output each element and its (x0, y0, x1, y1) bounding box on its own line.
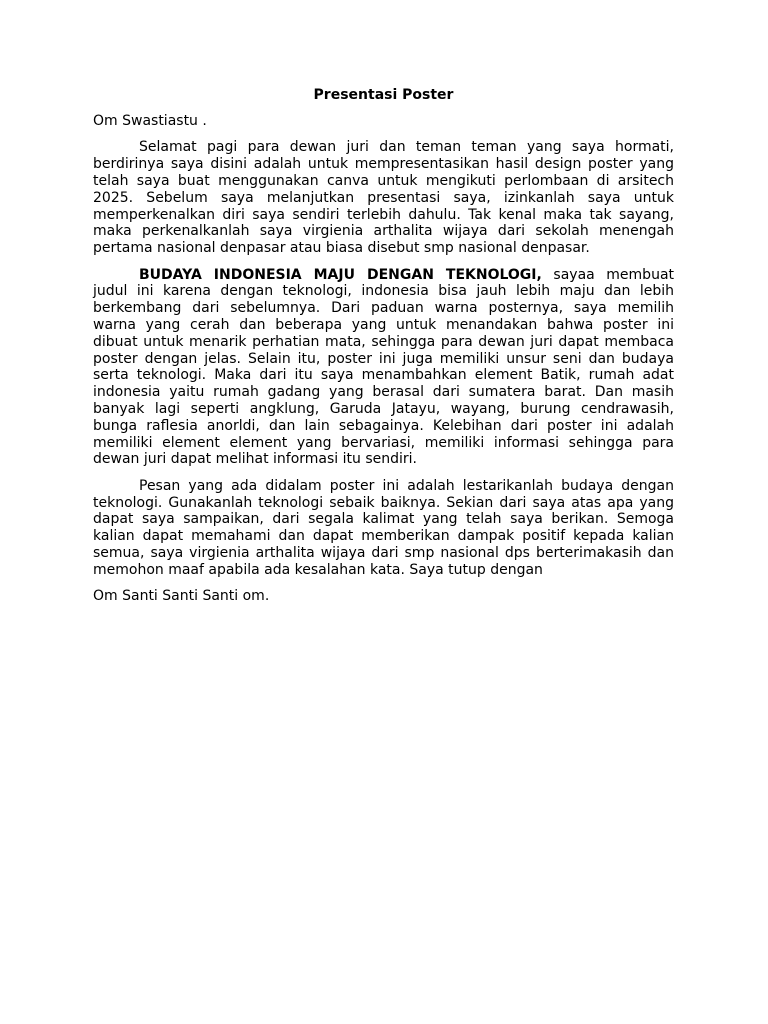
paragraph-2-text: sayaa membuat (553, 266, 675, 283)
document-body (93, 87, 674, 615)
greeting: Om Swastiastu . (93, 112, 207, 129)
paragraph-2-line: banyak lagi seperti angklung, Garuda Jatayu, wayang, burung cendrawasih, (93, 400, 674, 417)
paragraph-3-line: kalian dapat memahami dan dapat memberikan dampak positif kepada kalian (93, 528, 674, 545)
paragraph-3-line: teknologi. Gunakanlah teknologi sebaik baiknya. Sekian dari saya atas apa yang (93, 494, 674, 511)
paragraph-2-line: memiliki element element yang bervariasi, memiliki informasi sehingga para (93, 434, 674, 451)
paragraph-1 (93, 139, 674, 257)
paragraph-1-line: pertama nasional denpasar atau biasa disebut smp nasional denpasar. (93, 240, 590, 257)
paragraph-2-line: bunga raflesia anorldi, dan lain sebagainya. Kelebihan dari poster ini adalah (93, 417, 674, 434)
document-title: Presentasi Poster (313, 86, 454, 103)
paragraph-2-line: berkembang dari sebelumnya. Dari paduan warna posternya, saya memilih (93, 300, 674, 317)
paragraph-1-line: berdirinya saya disini adalah untuk mempresentasikan hasil design poster yang (93, 156, 674, 173)
paragraph-2-line (93, 267, 674, 284)
paragraph-2-line: dibuat untuk menarik perhatian mata, sehingga para dewan juri dapat membaca (93, 333, 674, 350)
paragraph-3-line: dapat saya sampaikan, dari segala kalimat yang telah saya berikan. Semoga (93, 511, 674, 528)
paragraph-3-line: memohon maaf apabila ada kesalahan kata. Saya tutup dengan (93, 561, 543, 578)
paragraph-2-line: warna yang cerah dan beberapa yang untuk menandakan bahwa poster ini (93, 316, 674, 333)
paragraph-3-line: Pesan yang ada didalam poster ini adalah lestarikanlah budaya dengan (139, 477, 674, 494)
paragraph-1-line: telah saya buat menggunakan canva untuk mengikuti perlombaan di arsitech (93, 172, 674, 189)
paragraph-2-line: poster dengan jelas. Selain itu, poster ini juga memiliki unsur seni dan budaya (93, 350, 674, 367)
paragraph-3-line: semua, saya virgienia arthalita wijaya dari smp nasional dps berterimakasih dan (93, 544, 674, 561)
paragraph-1-line: 2025. Sebelum saya melanjutkan presentasi saya, izinkanlah saya untuk (93, 189, 674, 206)
paragraph-2-line: indonesia yaitu rumah gadang yang berasal dari sumatera barat. Dan masih (93, 384, 674, 401)
paragraph-2-line: judul ini karena dengan teknologi, indonesia bisa jauh lebih maju dan lebih (93, 283, 674, 300)
paragraph-2-bold-heading: BUDAYA INDONESIA MAJU DENGAN TEKNOLOGI, (139, 266, 542, 283)
paragraph-1-line: memperkenalkan diri saya sendiri terlebih dahulu. Tak kenal maka tak sayang, (93, 206, 674, 223)
paragraph-2-line: dewan juri dapat melihat informasi itu sendiri. (93, 451, 417, 468)
paragraph-2-line: serta teknologi. Maka dari itu saya menambahkan element Batik, rumah adat (93, 367, 674, 384)
paragraph-3 (93, 478, 674, 579)
paragraph-1-line: maka perkenalkanlah saya virgienia arthalita wijaya dari sekolah menengah (93, 223, 674, 240)
paragraph-1-line: Selamat pagi para dewan juri dan teman teman yang saya hormati, (139, 139, 674, 156)
paragraph-2 (93, 267, 674, 469)
closing: Om Santi Santi Santi om. (93, 588, 270, 605)
